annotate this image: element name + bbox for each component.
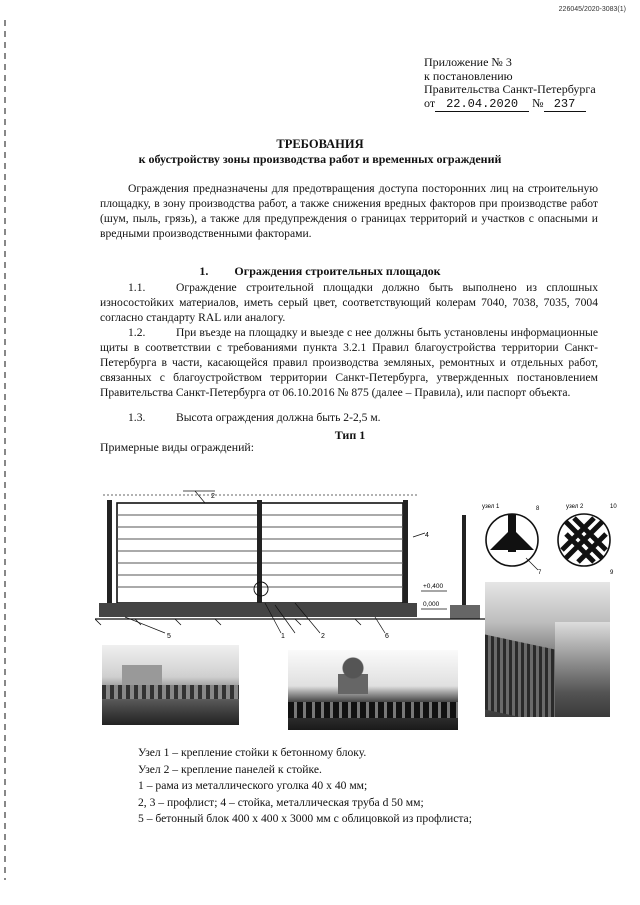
node-1-detail: [482, 500, 548, 576]
legend: [138, 745, 472, 828]
label-2-top: 2: [211, 493, 215, 500]
decree-date: 22.04.2020: [435, 98, 529, 113]
item-text: Высота ограждения должна быть 2-2,5 м.: [176, 411, 381, 424]
appendix-line-3: Правительства Санкт-Петербурга: [424, 82, 596, 96]
number-prefix: №: [532, 95, 544, 110]
section-1-heading: [0, 264, 640, 279]
section-1-title: Ограждения строительных площадок: [234, 264, 441, 278]
label-8: 8: [536, 506, 540, 512]
legend-line-2: Узел 2 – крепление панелей к стойке.: [138, 762, 322, 776]
item-1-1: [100, 280, 598, 325]
from-prefix: от: [424, 95, 436, 110]
registration-stamp: 226045/2020-3083(1): [558, 6, 626, 13]
type-label: Тип 1: [334, 428, 366, 442]
photo-city-fence-right: [288, 650, 458, 730]
appendix-block: [424, 56, 596, 112]
appendix-line-2: к постановлению: [424, 68, 513, 83]
level-mark-zero: 0,000: [423, 601, 440, 608]
item-1-3: [100, 410, 598, 425]
label-10: 10: [610, 504, 617, 510]
item-number: 1.1.: [128, 281, 146, 294]
examples-label: Примерные виды ограждений:: [100, 440, 254, 454]
label-1: 1: [281, 633, 285, 640]
section-1-number: 1.: [199, 264, 209, 278]
decree-number: 237: [544, 98, 586, 113]
level-mark-plus: +0,400: [423, 583, 444, 590]
node-2-label: узел 2: [566, 504, 584, 510]
label-2: 2: [321, 633, 325, 640]
legend-line-3: 1 – рама из металлического уголка 40 х 40 мм;: [138, 779, 368, 792]
label-7: 7: [538, 570, 542, 576]
appendix-date-line: [424, 97, 596, 113]
legend-line-4: 2, 3 – профлист; 4 – стойка, металлическая труба d 50 мм;: [138, 795, 424, 809]
document-title: ТРЕБОВАНИЯ: [276, 137, 364, 151]
label-5: 5: [167, 633, 171, 640]
item-text: Ограждение строительной площадки должно быть выполнено из сплошных износостойких материалов, иметь серый цвет, соответствующий колерам 7040, 7038, 7035, 7004 согласно стандарту RAL или аналогу.: [100, 281, 598, 324]
node-2-detail: [554, 500, 620, 576]
item-number: 1.3.: [128, 411, 146, 424]
item-number: 1.2.: [128, 326, 146, 339]
item-1-2: [100, 325, 598, 400]
legend-line-5: 5 – бетонный блок 400 х 400 х 3000 мм с облицовкой из профлиста;: [138, 812, 472, 825]
photo-street-fence: [485, 582, 610, 717]
legend-line-1: Узел 1 – крепление стойки к бетонному блоку.: [138, 746, 367, 759]
label-4: 4: [425, 532, 429, 539]
item-text: При въезде на площадку и выезде с нее должны быть установлены информационные щиты в соответствии с требованиями пункта 3.2.1 Правил благоустройства территории Санкт-Петербурга в части, касающейся правил производства земляных, ремонтных и отдельных работ, связанных с благоустройством территории Санкт-Петербурга, утвержденных постановлением Правительства Санкт-Петербурга от 06.10.2016 № 875 (далее – Правила), или паспорт объекта.: [100, 326, 598, 399]
label-6: 6: [385, 633, 389, 640]
node-1-label: узел 1: [482, 504, 500, 510]
label-9: 9: [610, 570, 614, 576]
intro-paragraph: Ограждения предназначены для предотвращения доступа посторонних лиц на строительную площадку, в зону производства работ, а также снижения вредных факторов при производстве работ (шум, пыль, грязь), а также для предупреждения о границах территорий и участков с опасными и вредными производственными факторами.: [100, 182, 598, 240]
photo-city-fence-left: [102, 645, 239, 725]
appendix-line-1: Приложение № 3: [424, 55, 512, 69]
document-subtitle: к обустройству зоны производства работ и временных ограждений: [138, 152, 502, 166]
fence-drawing: [95, 485, 490, 640]
